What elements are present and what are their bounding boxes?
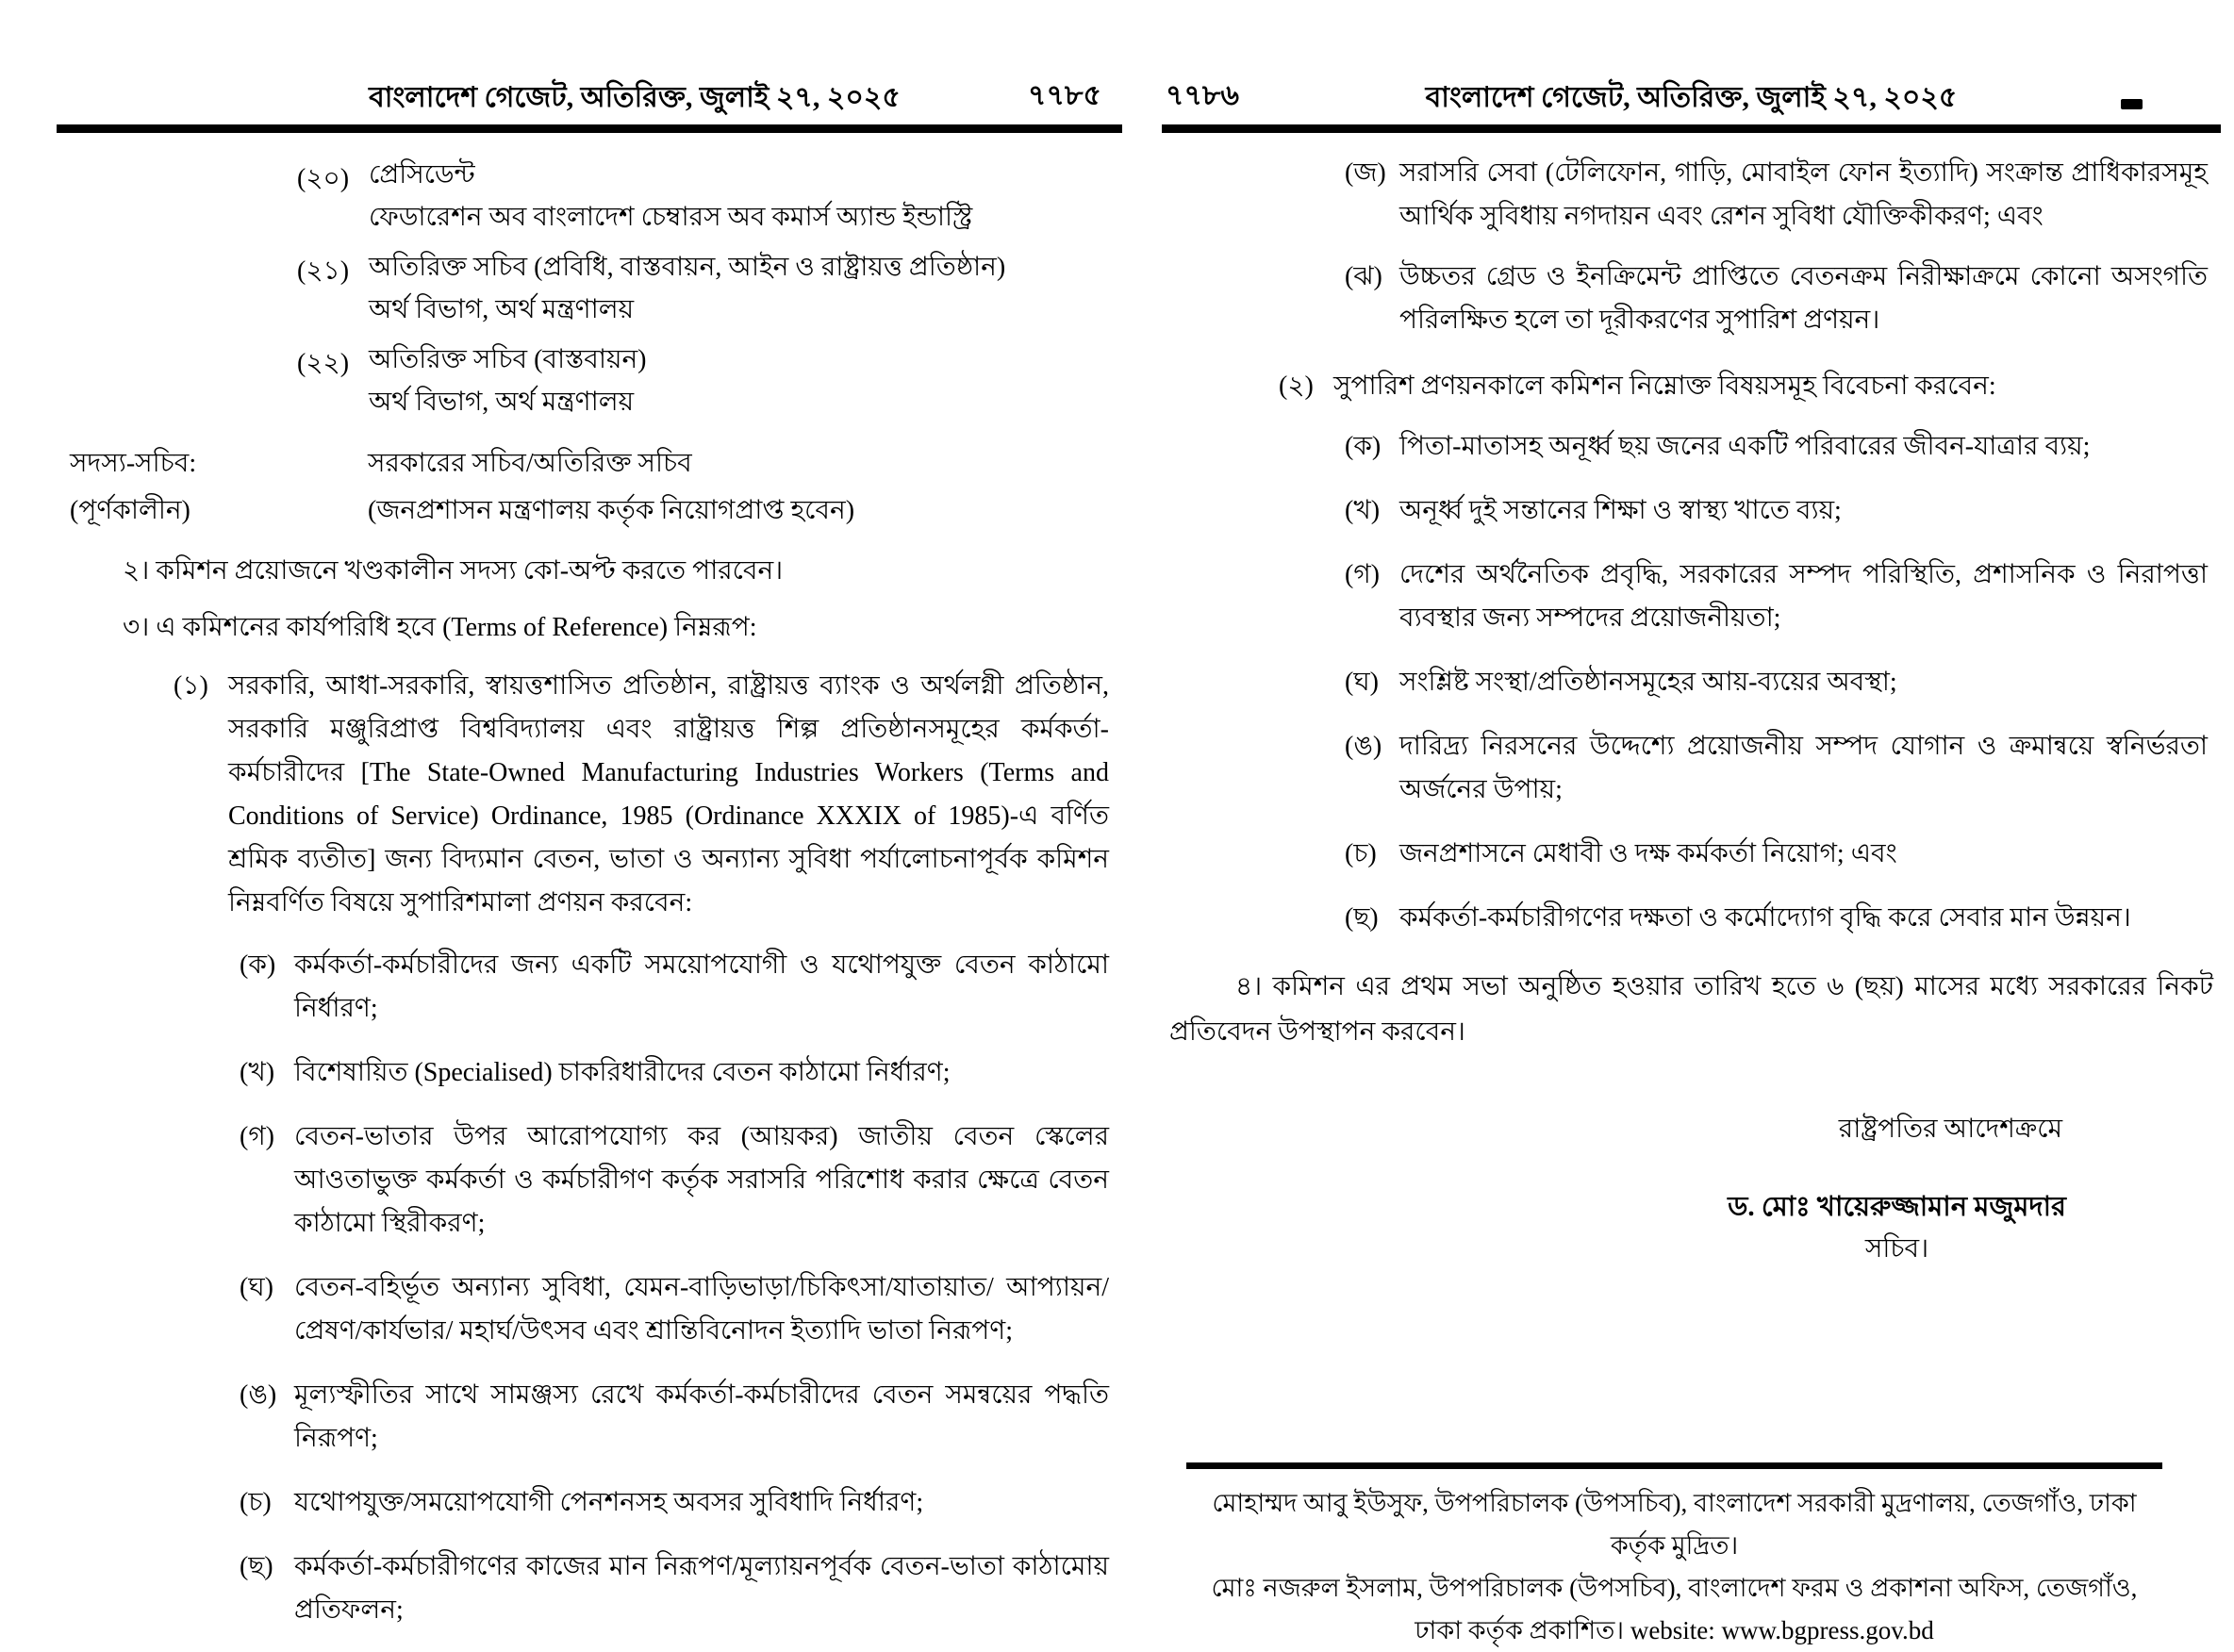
header-rule-left bbox=[57, 124, 1122, 133]
page-header-left bbox=[57, 0, 1122, 124]
publisher-imprint-line: মোঃ নজরুল ইসলাম, উপপরিচালক (উপসচিব), বাংলাদেশ ফরম ও প্রকাশনা অফিস, তেজগাঁও, bbox=[1211, 1574, 2138, 1602]
member-text bbox=[369, 246, 1122, 331]
paragraph-2: ২। কমিশন প্রয়োজনে খণ্ডকালীন সদস্য কো-অপ্ট করতে পারবেন। bbox=[123, 556, 784, 586]
tor-sub-item-ka bbox=[240, 944, 1122, 1031]
sub-item-label: (ক) bbox=[1345, 432, 1382, 461]
member-text bbox=[369, 154, 1122, 239]
gazette-page-right bbox=[1162, 0, 2221, 1645]
member-line: অতিরিক্ত সচিব (প্রবিধি, বাস্তবায়ন, আইন ও রাষ্ট্রায়ত্ত প্রতিষ্ঠান) bbox=[369, 253, 1006, 282]
committee-member-20 bbox=[297, 154, 1122, 239]
clause-text: সুপারিশ প্রণয়নকালে কমিশন নিম্নোক্ত বিষয়সমূহ বিবেচনা করবেন: bbox=[1333, 372, 1996, 401]
scan-ink-artifact bbox=[2121, 99, 2143, 109]
gazette-title-left: বাংলাদেশ গেজেট, অতিরিক্ত, জুলাই ২৭, ২০২৫ bbox=[369, 82, 901, 113]
consideration-item-kha bbox=[1345, 489, 2221, 533]
member-number: (২০) bbox=[297, 164, 350, 193]
sub-item-label: (ক) bbox=[240, 950, 276, 980]
page-number-right: ৭৭৮৬ bbox=[1166, 80, 1239, 111]
sub-item-label: (ছ) bbox=[240, 1552, 273, 1581]
sub-item-label: (ঝ) bbox=[1345, 262, 1382, 291]
consideration-item-gha bbox=[1345, 661, 2221, 704]
member-secretary-value: সরকারের সচিব/অতিরিক্ত সচিব bbox=[368, 449, 692, 478]
sub-item-text: উচ্চতর গ্রেড ও ইনক্রিমেন্ট প্রাপ্তিতে বেতনক্রম নিরীক্ষাক্রমে কোনো অসংগতি পরিলক্ষিত হলে তা দূরীকরণের সুপারিশ প্রণয়ন। bbox=[1399, 262, 2208, 335]
sub-item-text: যথোপযুক্ত/সময়োপযোগী পেনশনসহ অবসর সুবিধাদি নির্ধারণ; bbox=[294, 1488, 924, 1517]
tor-clause-1 bbox=[174, 665, 1122, 925]
sub-item-label: (চ) bbox=[1345, 839, 1377, 868]
printer-imprint-line: মোহাম্মদ আবু ইউসুফ, উপপরিচালক (উপসচিব), বাংলাদেশ সরকারী মুদ্রণালয়, তেজগাঁও, ঢাকা কর্তৃক মুদ্রিত। bbox=[1212, 1489, 2137, 1560]
consideration-item-uma bbox=[1345, 725, 2221, 812]
tor-sub-item-cha bbox=[240, 1545, 1122, 1632]
tor-sub-item-ga bbox=[240, 1115, 1122, 1246]
consideration-item-cha bbox=[1345, 897, 2221, 940]
member-secretary-label: সদস্য-সচিব: bbox=[70, 449, 197, 478]
clause-number: (২) bbox=[1279, 372, 1314, 401]
tor-sub-item-kha bbox=[240, 1051, 1122, 1095]
consideration-item-ca bbox=[1345, 833, 2221, 876]
sub-item-text: বেতন-বহির্ভূত অন্যান্য সুবিধা, যেমন-বাড়িভাড়া/চিকিৎসা/যাতায়াত/ আপ্যায়ন/ প্রেষণ/কার্যভার/ মহার্ঘ/উৎসব এবং শ্রান্তিবিনোদন ইত্যাদি ভাতা নিরূপণ; bbox=[294, 1273, 1109, 1346]
member-line: ফেডারেশন অব বাংলাদেশ চেম্বারস অব কমার্স অ্যান্ড ইন্ডাস্ট্রি bbox=[369, 203, 973, 232]
tor-sub-item-ca bbox=[240, 1481, 1122, 1525]
tor-sub-item-gha bbox=[240, 1266, 1122, 1353]
sub-item-label: (গ) bbox=[1345, 560, 1380, 589]
sub-item-label: (চ) bbox=[240, 1488, 272, 1517]
member-line: অতিরিক্ত সচিব (বাস্তবায়ন) bbox=[369, 345, 647, 374]
consideration-item-ga bbox=[1345, 553, 2221, 640]
by-order-of-president: রাষ্ট্রপতির আদেশক্রমে bbox=[1838, 1115, 2062, 1144]
tor-sub-item-ja bbox=[1345, 152, 2221, 239]
member-secretary-fulltime-label: (পূর্ণকালীন) bbox=[70, 496, 190, 525]
signatory-name: ড. মোঃ খায়েরুজ্জামান মজুমদার bbox=[1728, 1192, 2066, 1222]
footer-rule bbox=[1186, 1462, 2162, 1469]
clause-number: (১) bbox=[174, 671, 208, 701]
member-line: অর্থ বিভাগ, অর্থ মন্ত্রণালয় bbox=[369, 388, 635, 417]
sub-item-label: (ঘ) bbox=[1345, 668, 1379, 697]
member-number: (২১) bbox=[297, 256, 350, 286]
header-rule-right bbox=[1162, 124, 2221, 133]
sub-item-label: (ঙ) bbox=[240, 1380, 277, 1410]
tor-sub-item-uma bbox=[240, 1374, 1122, 1461]
member-line: অর্থ বিভাগ, অর্থ মন্ত্রণালয় bbox=[369, 295, 635, 324]
sub-item-text: কর্মকর্তা-কর্মচারীদের জন্য একটি সময়োপযোগী ও যথোপযুক্ত বেতন কাঠামো নির্ধারণ; bbox=[294, 950, 1109, 1023]
committee-member-21 bbox=[297, 246, 1122, 331]
consideration-item-ka bbox=[1345, 425, 2221, 469]
sub-item-label: (ছ) bbox=[1345, 903, 1379, 933]
page-header-right bbox=[1162, 0, 2221, 124]
gazette-page-left bbox=[57, 0, 1122, 1645]
page-number-left: ৭৭৮৫ bbox=[1028, 80, 1101, 111]
sub-item-text: বেতন-ভাতার উপর আরোপযোগ্য কর (আয়কর) জাতীয় বেতন স্কেলের আওতাভুক্ত কর্মকর্তা ও কর্মচারীগণ কর্তৃক সরাসরি পরিশোধ করার ক্ষেত্রে বেতন কাঠামো স্থিরীকরণ; bbox=[294, 1122, 1109, 1238]
sub-item-text: কর্মকর্তা-কর্মচারীগণের দক্ষতা ও কর্মোদ্যোগ বৃদ্ধি করে সেবার মান উন্নয়ন। bbox=[1399, 903, 2131, 933]
signatory-designation: সচিব। bbox=[1864, 1234, 1929, 1264]
sub-item-label: (খ) bbox=[240, 1058, 275, 1087]
imprint-footer bbox=[1186, 1462, 2162, 1652]
sub-item-text: কর্মকর্তা-কর্মচারীগণের কাজের মান নিরূপণ/মূল্যায়নপূর্বক বেতন-ভাতা কাঠামোয় প্রতিফলন; bbox=[294, 1552, 1109, 1625]
sub-item-text: মূল্যস্ফীতির সাথে সামঞ্জস্য রেখে কর্মকর্তা-কর্মচারীদের বেতন সমন্বয়ের পদ্ধতি নিরূপণ; bbox=[294, 1380, 1109, 1453]
clause-text: সরকারি, আধা-সরকারি, স্বায়ত্তশাসিত প্রতিষ্ঠান, রাষ্ট্রায়ত্ত ব্যাংক ও অর্থলগ্নী প্রতিষ্ঠান, সরকারি মঞ্জুরিপ্রাপ্ত বিশ্ববিদ্যালয় এবং রাষ্ট্রায়ত্ত শিল্প প্রতিষ্ঠানসমূহের কর্মকর্তা-কর্মচারীদের [The State-Owned Manufacturing Industries Workers (Terms and Conditions of Service) Ordinance, 1985 (Ordinance XXXIX of 1985)-এ বর্ণিত শ্রমিক ব্যতীত] জন্য বিদ্যমান বেতন, ভাতা ও অন্যান্য সুবিধা পর্যালোচনাপূর্বক কমিশন নিম্নবর্ণিত বিষয়ে সুপারিশমালা প্রণয়ন করবেন: bbox=[228, 671, 1109, 917]
sub-item-text: দারিদ্র্য নিরসনের উদ্দেশ্যে প্রয়োজনীয় সম্পদ যোগান ও ক্রমান্বয়ে স্বনির্ভরতা অর্জনের উপায়; bbox=[1399, 732, 2208, 804]
sub-item-text: জনপ্রশাসনে মেধাবী ও দক্ষ কর্মকর্তা নিয়োগ; এবং bbox=[1399, 839, 1897, 868]
gazette-title-right: বাংলাদেশ গেজেট, অতিরিক্ত, জুলাই ২৭, ২০২৫ bbox=[1425, 82, 1958, 113]
sub-item-text: অনূর্ধ্ব দুই সন্তানের শিক্ষা ও স্বাস্থ্য খাতে ব্যয়; bbox=[1399, 496, 1842, 525]
sub-item-label: (জ) bbox=[1345, 158, 1386, 188]
signature-block bbox=[1728, 1185, 2066, 1270]
member-number: (২২) bbox=[297, 349, 350, 378]
sub-item-label: (ঘ) bbox=[240, 1273, 273, 1302]
sub-item-text: সংশ্লিষ্ট সংস্থা/প্রতিষ্ঠানসমূহের আয়-ব্যয়ের অবস্থা; bbox=[1399, 668, 1897, 697]
sub-item-text: দেশের অর্থনৈতিক প্রবৃদ্ধি, সরকারের সম্পদ পরিস্থিতি, প্রশাসনিক ও নিরাপত্তা ব্যবস্থার জন্য সম্পদের প্রয়োজনীয়তা; bbox=[1399, 560, 2208, 633]
sub-item-text: পিতা-মাতাসহ অনূর্ধ্ব ছয় জনের একটি পরিবারের জীবন-যাত্রার ব্যয়; bbox=[1399, 432, 2091, 461]
paragraph-3-terms-of-reference: ৩। এ কমিশনের কার্যপরিধি হবে (Terms of Reference) নিম্নরূপ: bbox=[123, 613, 757, 642]
paragraph-4: ৪। কমিশন এর প্রথম সভা অনুষ্ঠিত হওয়ার তারিখ হতে ৬ (ছয়) মাসের মধ্যে সরকারের নিকট প্রতিবেদন উপস্থাপন করবেন। bbox=[1169, 972, 2213, 1047]
sub-item-text: সরাসরি সেবা (টেলিফোন, গাড়ি, মোবাইল ফোন ইত্যাদি) সংক্রান্ত প্রাধিকারসমূহ আর্থিক সুবিধায় নগদায়ন এবং রেশন সুবিধা যৌক্তিকীকরণ; এবং bbox=[1399, 158, 2208, 231]
tor-clause-2 bbox=[1279, 365, 2221, 408]
committee-member-22 bbox=[297, 339, 1122, 423]
member-line: প্রেসিডেন্ট bbox=[369, 160, 475, 190]
member-secretary-row-1 bbox=[57, 440, 1122, 487]
sub-item-label: (ঙ) bbox=[1345, 732, 1382, 761]
tor-sub-item-jha bbox=[1345, 256, 2221, 342]
sub-item-label: (গ) bbox=[240, 1122, 274, 1151]
publisher-website-line: ঢাকা কর্তৃক প্রকাশিত। website: www.bgpress.gov.bd bbox=[1415, 1616, 1934, 1644]
sub-item-label: (খ) bbox=[1345, 496, 1381, 525]
member-secretary-appointment-note: (জনপ্রশাসন মন্ত্রণালয় কর্তৃক নিয়োগপ্রাপ্ত হবেন) bbox=[368, 496, 855, 525]
member-text bbox=[369, 339, 1122, 423]
sub-item-text: বিশেষায়িত (Specialised) চাকরিধারীদের বেতন কাঠামো নির্ধারণ; bbox=[294, 1058, 951, 1087]
member-secretary-row-2 bbox=[57, 487, 1122, 535]
